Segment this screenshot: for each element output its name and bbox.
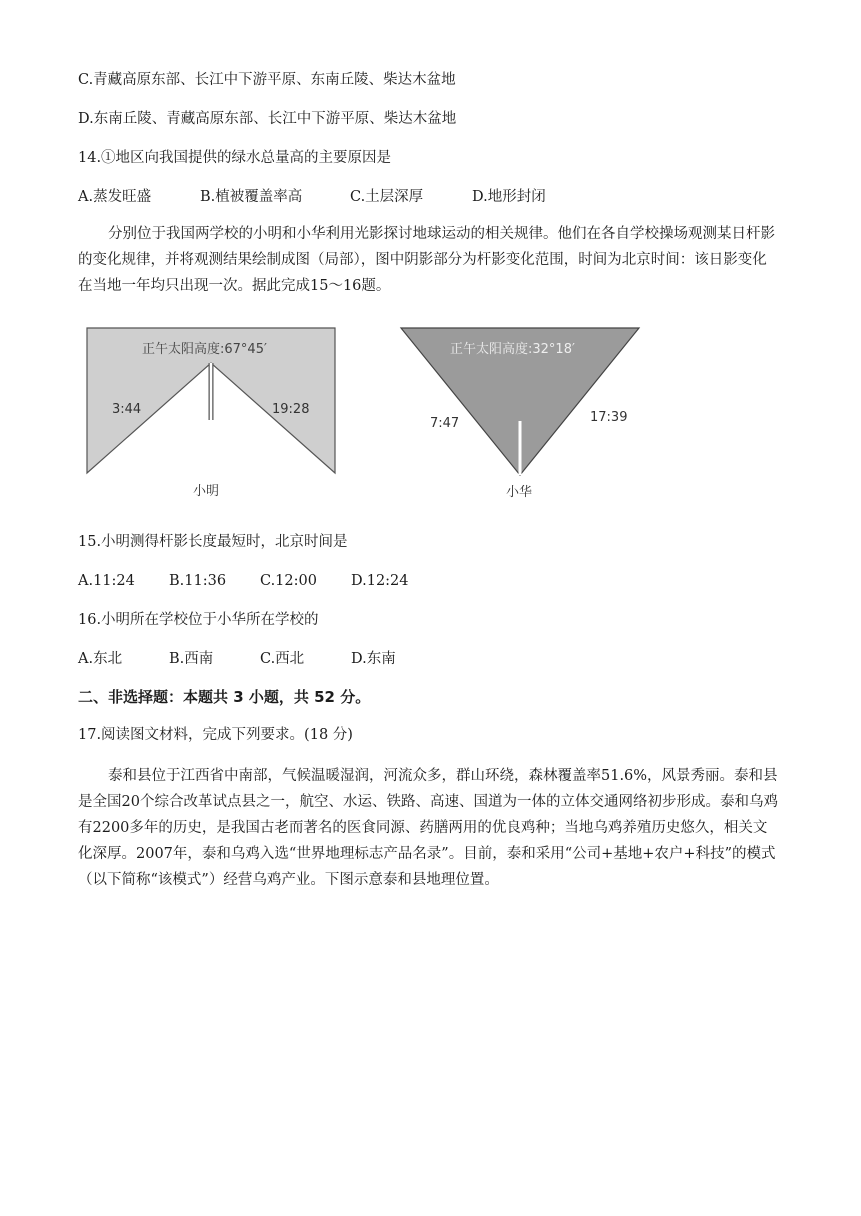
- option-15-a: A.11:24: [78, 573, 135, 589]
- figure-xiaohua: [398, 325, 642, 480]
- option-16-a: A.东北: [78, 651, 123, 667]
- option-16-b: B.西南: [169, 651, 214, 667]
- option-16-c: C.西北: [260, 651, 305, 667]
- material-15-16: [78, 221, 778, 299]
- question-14-stem: 14.①地区向我国提供的绿水总量高的主要原因是: [78, 150, 392, 166]
- figure-xiaoming-left-time: 3:44: [112, 402, 142, 417]
- figure-xiaoming-right-time: 19:28: [272, 402, 310, 417]
- question-15-stem: 15.小明测得杆影长度最短时，北京时间是: [78, 534, 348, 550]
- option-14-a: A.蒸发旺盛: [78, 189, 152, 205]
- figure-xiaohua-left-time: 7:47: [430, 416, 460, 431]
- option-13-c: C.青藏高原东部、长江中下游平原、东南丘陵、柴达木盆地: [78, 72, 456, 88]
- material-17-text: 泰和县位于江西省中南部，气候温暖湿润，河流众多，群山环绕，森林覆盖率51.6%，风景秀丽。泰和县是全国20个综合改革试点县之一，航空、水运、铁路、高速、国道为一体的立体交通网络初步形成。泰和乌鸡有2200多年的历史，是我国古老而著名的医食同源、药膳两用的优良鸡种；当地乌鸡养殖历史悠久，相关文化深厚。2007年，泰和乌鸡入选“世界地理标志产品名录”。目前，泰和采用“公司+基地+农户+科技”的模式（以下简称“该模式”）经营乌鸡产业。下图示意泰和县地理位置。: [78, 768, 778, 888]
- option-15-d: D.12:24: [351, 573, 409, 589]
- figure-xiaohua-label: 正午太阳高度:32°18′: [450, 342, 575, 357]
- figure-xiaoming: [84, 325, 340, 500]
- question-14-options: [78, 187, 546, 207]
- material-15-16-text: 分别位于我国两学校的小明和小华利用光影探讨地球运动的相关规律。他们在各自学校操场观测某日杆影的变化规律，并将观测结果绘制成图（局部），图中阴影部分为杆影变化范围，时间为北京时间：该日影变化在当地一年均只出现一次。据此完成15～16题。: [78, 226, 775, 294]
- section-2-heading: 二、非选择题：本题共 3 小题，共 52 分。: [78, 688, 371, 706]
- figure-xiaohua-right-time: 17:39: [590, 410, 628, 425]
- material-17: [78, 763, 778, 893]
- figure-xiaohua-caption: 小华: [506, 485, 533, 500]
- question-16-stem: 16.小明所在学校位于小华所在学校的: [78, 612, 319, 628]
- figure-xiaoming-caption: 小明: [193, 484, 220, 499]
- option-14-b: B.植被覆盖率高: [200, 189, 303, 205]
- option-14-d: D.地形封闭: [472, 189, 546, 205]
- question-17-stem: 17.阅读图文材料，完成下列要求。(18 分): [78, 727, 353, 743]
- figure-xiaoming-label: 正午太阳高度:67°45′: [142, 342, 267, 357]
- option-15-c: C.12:00: [260, 573, 317, 589]
- question-15-options: [78, 571, 409, 591]
- option-13-d: D.东南丘陵、青藏高原东部、长江中下游平原、柴达木盆地: [78, 111, 457, 127]
- option-15-b: B.11:36: [169, 573, 227, 589]
- option-14-c: C.土层深厚: [350, 189, 424, 205]
- question-16-options: [78, 649, 396, 669]
- option-16-d: D.东南: [351, 651, 396, 667]
